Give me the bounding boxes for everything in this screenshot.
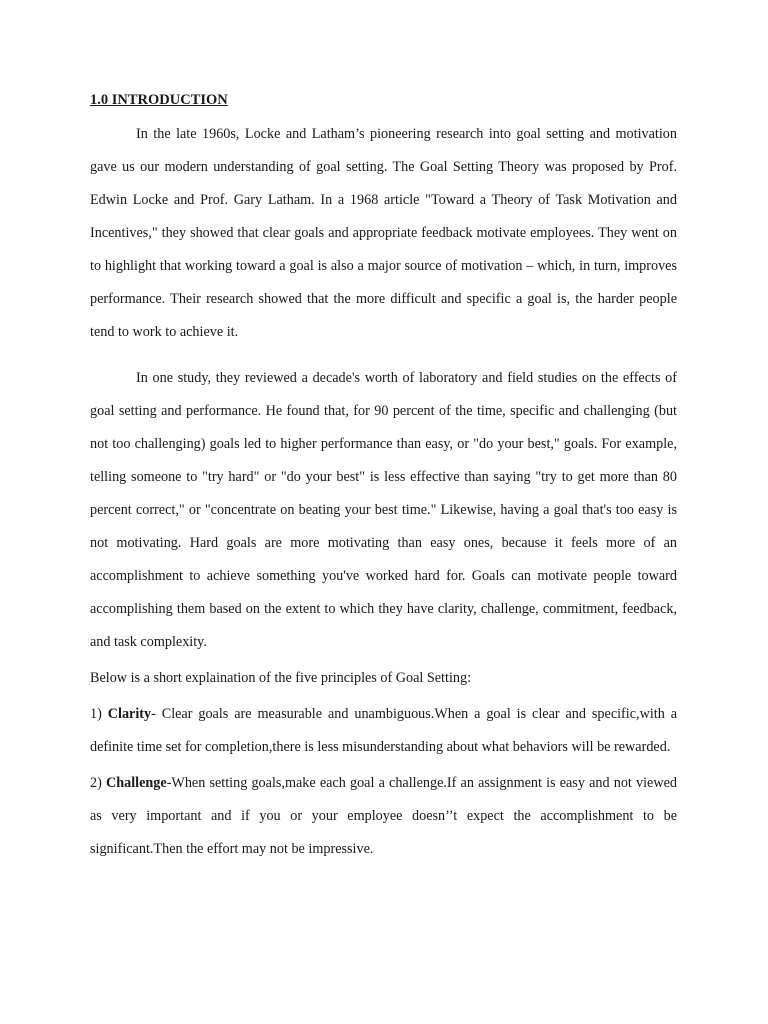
principle-text: -When setting goals,make each goal a challenge.If an assignment is easy and not viewed as very important and if you or your employee doesn’’t expect the accomplishment to be significant.Then the effort may not be impressive. [90, 775, 677, 857]
principle-clarity [90, 698, 677, 764]
intro-paragraph-1: In the late 1960s, Locke and Latham’s pioneering research into goal setting and motivation gave us our modern understanding of goal setting. The Goal Setting Theory was proposed by Prof. Edwin Locke and Prof. Gary Latham. In a 1968 article "Toward a Theory of Task Motivation and Incentives," they showed that clear goals and appropriate feedback motivate employees. They went on to highlight that working toward a goal is also a major source of motivation – which, in turn, improves performance. Their research showed that the more difficult and specific a goal is, the harder people tend to work to achieve it. [90, 126, 677, 340]
principle-text: - Clear goals are measurable and unambiguous.When a goal is clear and specific,with a definite time set for completion,there is less misunderstanding about what behaviors will be rewarded. [90, 706, 677, 755]
principle-challenge [90, 767, 677, 866]
intro-paragraph-2: In one study, they reviewed a decade's worth of laboratory and field studies on the effects of goal setting and performance. He found that, for 90 percent of the time, specific and challenging (but not too challenging) goals led to higher performance than easy, or "do your best," goals. For example, telling someone to "try hard" or "do your best" is less effective than saying "try to get more than 80 percent correct," or "concentrate on beating your best time." Likewise, having a goal that's too easy is not motivating. Hard goals are more motivating than easy ones, because it feels more of an accomplishment to achieve something you've worked hard for. Goals can motivate people toward accomplishing them based on the extent to which they have clarity, challenge, commitment, feedback, and task complexity. [90, 370, 677, 650]
document-page [90, 88, 677, 866]
principle-number: 2) [90, 775, 102, 791]
principle-number: 1) [90, 706, 102, 722]
principle-term: Challenge [106, 775, 167, 791]
section-heading: 1.0 INTRODUCTION [90, 92, 228, 108]
principle-term: Clarity [107, 706, 152, 722]
principles-intro: Below is a short explaination of the five principles of Goal Setting: [90, 670, 472, 686]
